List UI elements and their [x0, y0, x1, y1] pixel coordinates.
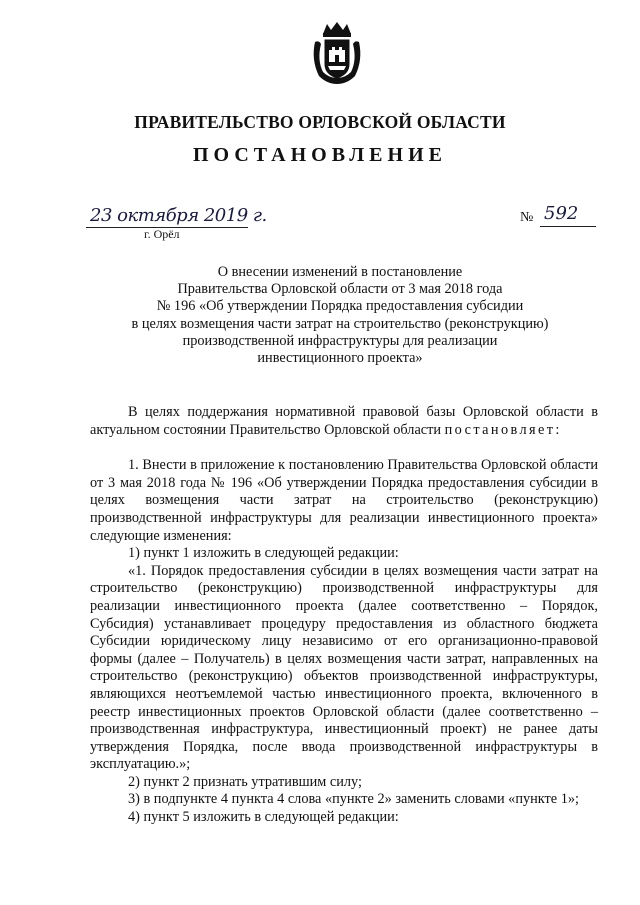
number-underline [540, 226, 596, 227]
body-paragraph: 4) пункт 5 изложить в следующей редакции: [128, 809, 399, 826]
preamble-paragraph [90, 404, 598, 439]
document-body [90, 404, 598, 827]
title-line: в целях возмещения части затрат на строительство (реконструкцию) [131, 315, 549, 332]
document-city: г. Орёл [144, 227, 180, 241]
body-paragraph: «1. Порядок предоставления субсидии в целях возмещения части затрат на строительство (реконструкцию) производственной инфраструктуры для реализации инвестиционного проекта (далее соответственно – Порядок, Субсидия) устанавливает процедуру предоставления из областного бюджета Субсидии юридическому лицу независимо от его организационно-правовой формы (далее – Получатель) в целях возмещения части затрат, направленных на строительство (реконструкцию) объектов производственной инфраструктуры, являющихся неотъемлемой частью инвестиционного проекта, включенного в реестр инвестиционных проектов Орловской области (далее соответственно – производственная инфраструктура, инвестиционный проект) не ранее даты утверждения Порядка, после ввода производственной инфраструктуры в эксплуатацию.»; [90, 562, 598, 773]
number-sign: № [520, 210, 534, 225]
body-paragraph: 2) пункт 2 признать утратившим силу; [128, 773, 362, 790]
organization-name: ПРАВИТЕЛЬСТВО ОРЛОВСКОЙ ОБЛАСТИ [134, 112, 506, 132]
document-date: 23 октября 2019 г. [90, 205, 267, 226]
title-line: инвестиционного проекта» [257, 350, 423, 367]
document-type: ПОСТАНОВЛЕНИЕ [193, 144, 447, 166]
body-paragraph: 1) пункт 1 изложить в следующей редакции: [128, 545, 399, 562]
document-number: 592 [544, 203, 579, 224]
title-line: Правительства Орловской области от 3 мая 2018 года [177, 281, 503, 298]
body-paragraph: 3) в подпункте 4 пункта 4 слова «пункте 2» заменить словами «пункте 1»; [128, 791, 579, 808]
coat-of-arms-icon [309, 20, 365, 86]
title-line: производственной инфраструктуры для реализации [182, 332, 498, 349]
title-line: № 196 «Об утверждении Порядка предоставления субсидии [156, 298, 524, 315]
title-line: О внесении изменений в постановление [217, 264, 463, 280]
preamble-verb: постановляет: [444, 421, 562, 438]
document-title [80, 264, 600, 367]
body-paragraph: 1. Внести в приложение к постановлению Правительства Орловской области от 3 мая 2018 года № 196 «Об утверждении Порядка предоставления субсидии в целях возмещения части затрат на строительство (реконструкцию) производственной инфраструктуры для реализации инвестиционного проекта» следующие изменения: [90, 457, 598, 544]
preamble-text: В целях поддержания нормативной правовой базы Орловской области в актуальном состоянии Правительство Орловской области [90, 404, 598, 438]
